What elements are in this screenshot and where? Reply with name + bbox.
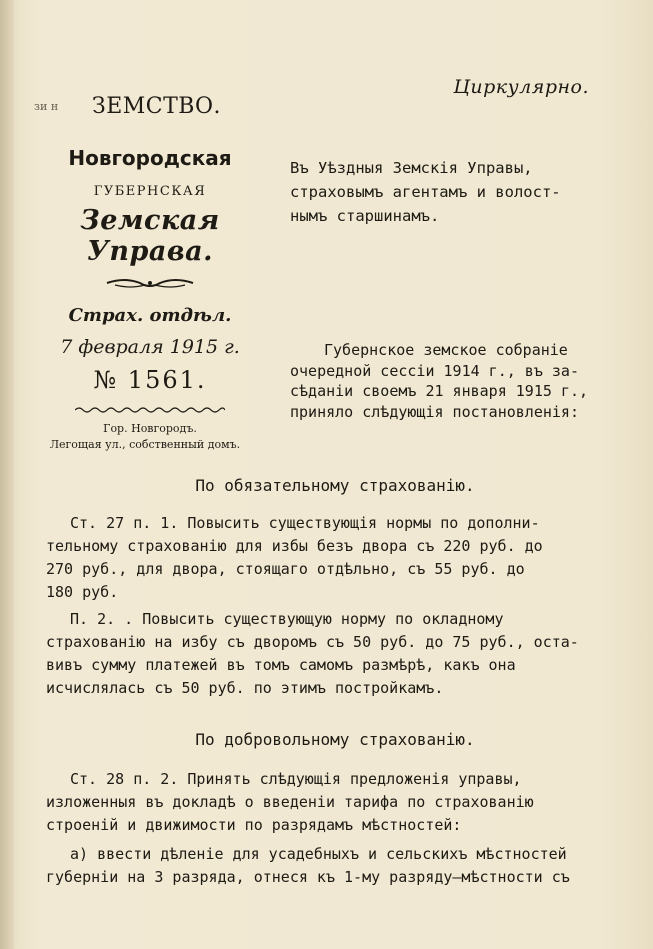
paragraph-line: П. 2. . Повысить существующую норму по окладному: [70, 610, 504, 628]
circulated-mark: Циркулярно.: [453, 76, 589, 98]
stamp-fragment: зи н: [34, 100, 59, 113]
zemstvo-heading: ЗЕМСТВО.: [92, 94, 221, 119]
addressee-line: страховымъ агентамъ и волост-: [290, 183, 561, 201]
ornament-icon: [105, 275, 195, 291]
addressee-line: Въ Уѣздныя Земскія Управы,: [290, 159, 533, 177]
document-date: 7 февраля 1915 г.: [60, 336, 240, 358]
department: Страх. отдѣл.: [68, 305, 232, 326]
issuer-line3: Земская Управа.: [80, 205, 220, 267]
section1-paragraph1: [46, 512, 543, 604]
paragraph-line: губерніи на 3 разряда, отнеся къ 1-му разряду—мѣстности съ: [46, 868, 570, 886]
section-heading-mandatory: По обязательному страхованію.: [195, 476, 475, 495]
issuer-line1: Новгородская: [68, 146, 232, 170]
paragraph-line: а) ввести дѣленіе для усадебныхъ и сельскихъ мѣстностей: [70, 845, 567, 863]
issuer-city: Гор. Новгородъ.: [103, 422, 197, 435]
issuer-address: Легощая ул., собственный домъ.: [49, 438, 241, 451]
resolution-line: очередной сессіи 1914 г., въ за-: [290, 361, 579, 380]
paragraph-line: страхованію на избу съ дворомъ съ 50 руб. до 75 руб., оста-: [46, 633, 579, 651]
paragraph-line: изложенныя въ докладѣ о введеніи тарифа по страхованію: [46, 793, 534, 811]
document-number: № 1561.: [93, 366, 207, 394]
section2-paragraph1: [46, 768, 534, 837]
binding-spine: [0, 0, 14, 949]
resolution-line: Губернское земское собраніе: [324, 341, 568, 359]
paragraph-line: 270 руб., для двора, стоящаго отдѣльно, съ 55 руб. до: [46, 560, 525, 578]
section1-paragraph2: [46, 608, 579, 700]
paragraph-line: строеній и движимости по разрядамъ мѣстностей:: [46, 816, 462, 834]
paragraph-line: Ст. 27 п. 1. Повысить существующія нормы по дополни-: [70, 514, 540, 532]
section-heading-voluntary: По добровольному страхованію.: [195, 730, 475, 749]
paragraph-line: Ст. 28 п. 2. Принять слѣдующія предложенія управы,: [70, 770, 522, 788]
addressee-block: [290, 156, 561, 228]
paragraph-line: тельному страхованію для избы безъ двора съ 220 руб. до: [46, 537, 543, 555]
resolution-line: приняло слѣдующія постановленія:: [290, 402, 579, 421]
paragraph-line: вивъ сумму платежей въ томъ самомъ размѣрѣ, какъ она: [46, 656, 516, 674]
section2-paragraph2: [46, 843, 570, 889]
issuer-line2: ГУБЕРНСКАЯ: [93, 184, 207, 199]
resolution-intro: [290, 340, 588, 422]
paragraph-line: исчислялась съ 50 руб. по этимъ постройкамъ.: [46, 679, 444, 697]
paragraph-line: 180 руб.: [46, 583, 119, 601]
resolution-line: сѣданіи своемъ 21 января 1915 г.,: [290, 382, 589, 400]
issuer-block: [30, 140, 270, 451]
squiggle-divider-icon: [75, 406, 225, 414]
addressee-line: нымъ старшинамъ.: [290, 207, 440, 225]
